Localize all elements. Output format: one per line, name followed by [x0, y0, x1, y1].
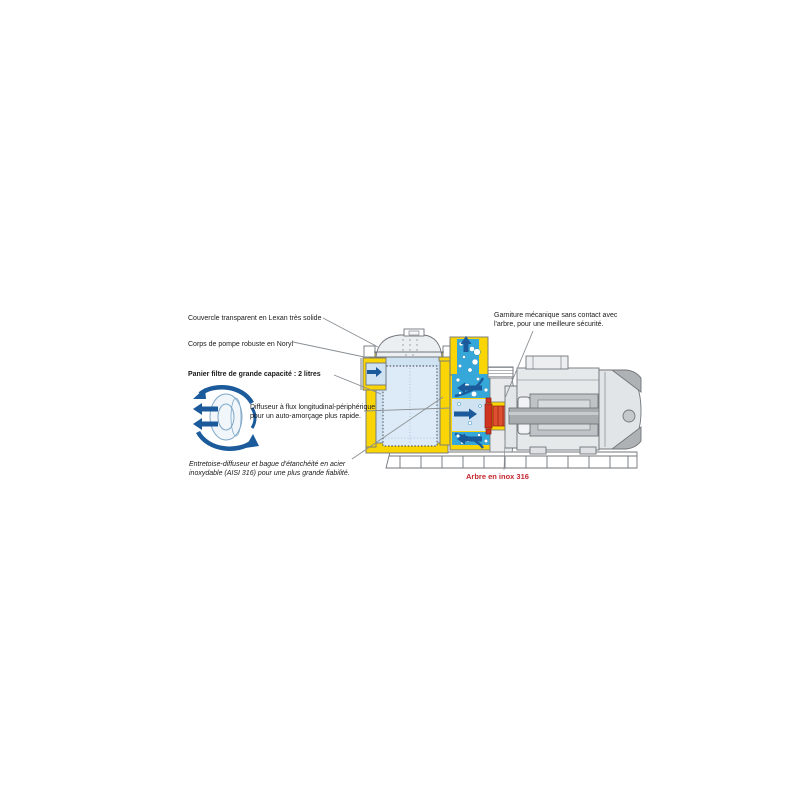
callout-garniture-line1: Garniture mécanique sans contact avec — [494, 312, 618, 319]
callout-garniture-line2: l'arbre, pour une meilleure sécurité. — [494, 321, 604, 328]
motor-foot — [580, 447, 596, 454]
callout-entretoise — [189, 460, 350, 478]
pump-base — [386, 452, 637, 468]
callout-panier: Panier filtre de grande capacité : 2 litres — [188, 371, 321, 378]
motor — [505, 356, 641, 454]
leader-couvercle — [323, 318, 378, 347]
callout-corps: Corps de pompe robuste en Noryl — [188, 341, 294, 348]
strainer-basket — [383, 366, 437, 446]
callout-diffuseur-line1: Diffuseur à flux longitudinal-périphérique — [250, 404, 376, 411]
callout-couvercle: Couvercle transparent en Lexan très solide — [188, 315, 322, 322]
callout-diffuseur — [250, 403, 375, 421]
callout-garniture — [494, 311, 617, 329]
terminal-box — [526, 356, 568, 369]
callout-entretoise-line1: Entretoise-diffuseur et bague d'étanchéité en acier — [189, 461, 346, 468]
callout-entretoise-line2: inoxydable (AISI 316) pour une plus grande fiabilité. — [189, 470, 350, 477]
leader-corps — [293, 342, 369, 358]
motor-foot — [530, 447, 546, 454]
inlet-port — [361, 358, 386, 390]
callout-diffuseur-line2: pour un auto-amorçage plus rapide. — [250, 413, 361, 420]
callout-arbre: Arbre en inox 316 — [466, 472, 529, 481]
rear-shaft-hub — [623, 410, 635, 422]
